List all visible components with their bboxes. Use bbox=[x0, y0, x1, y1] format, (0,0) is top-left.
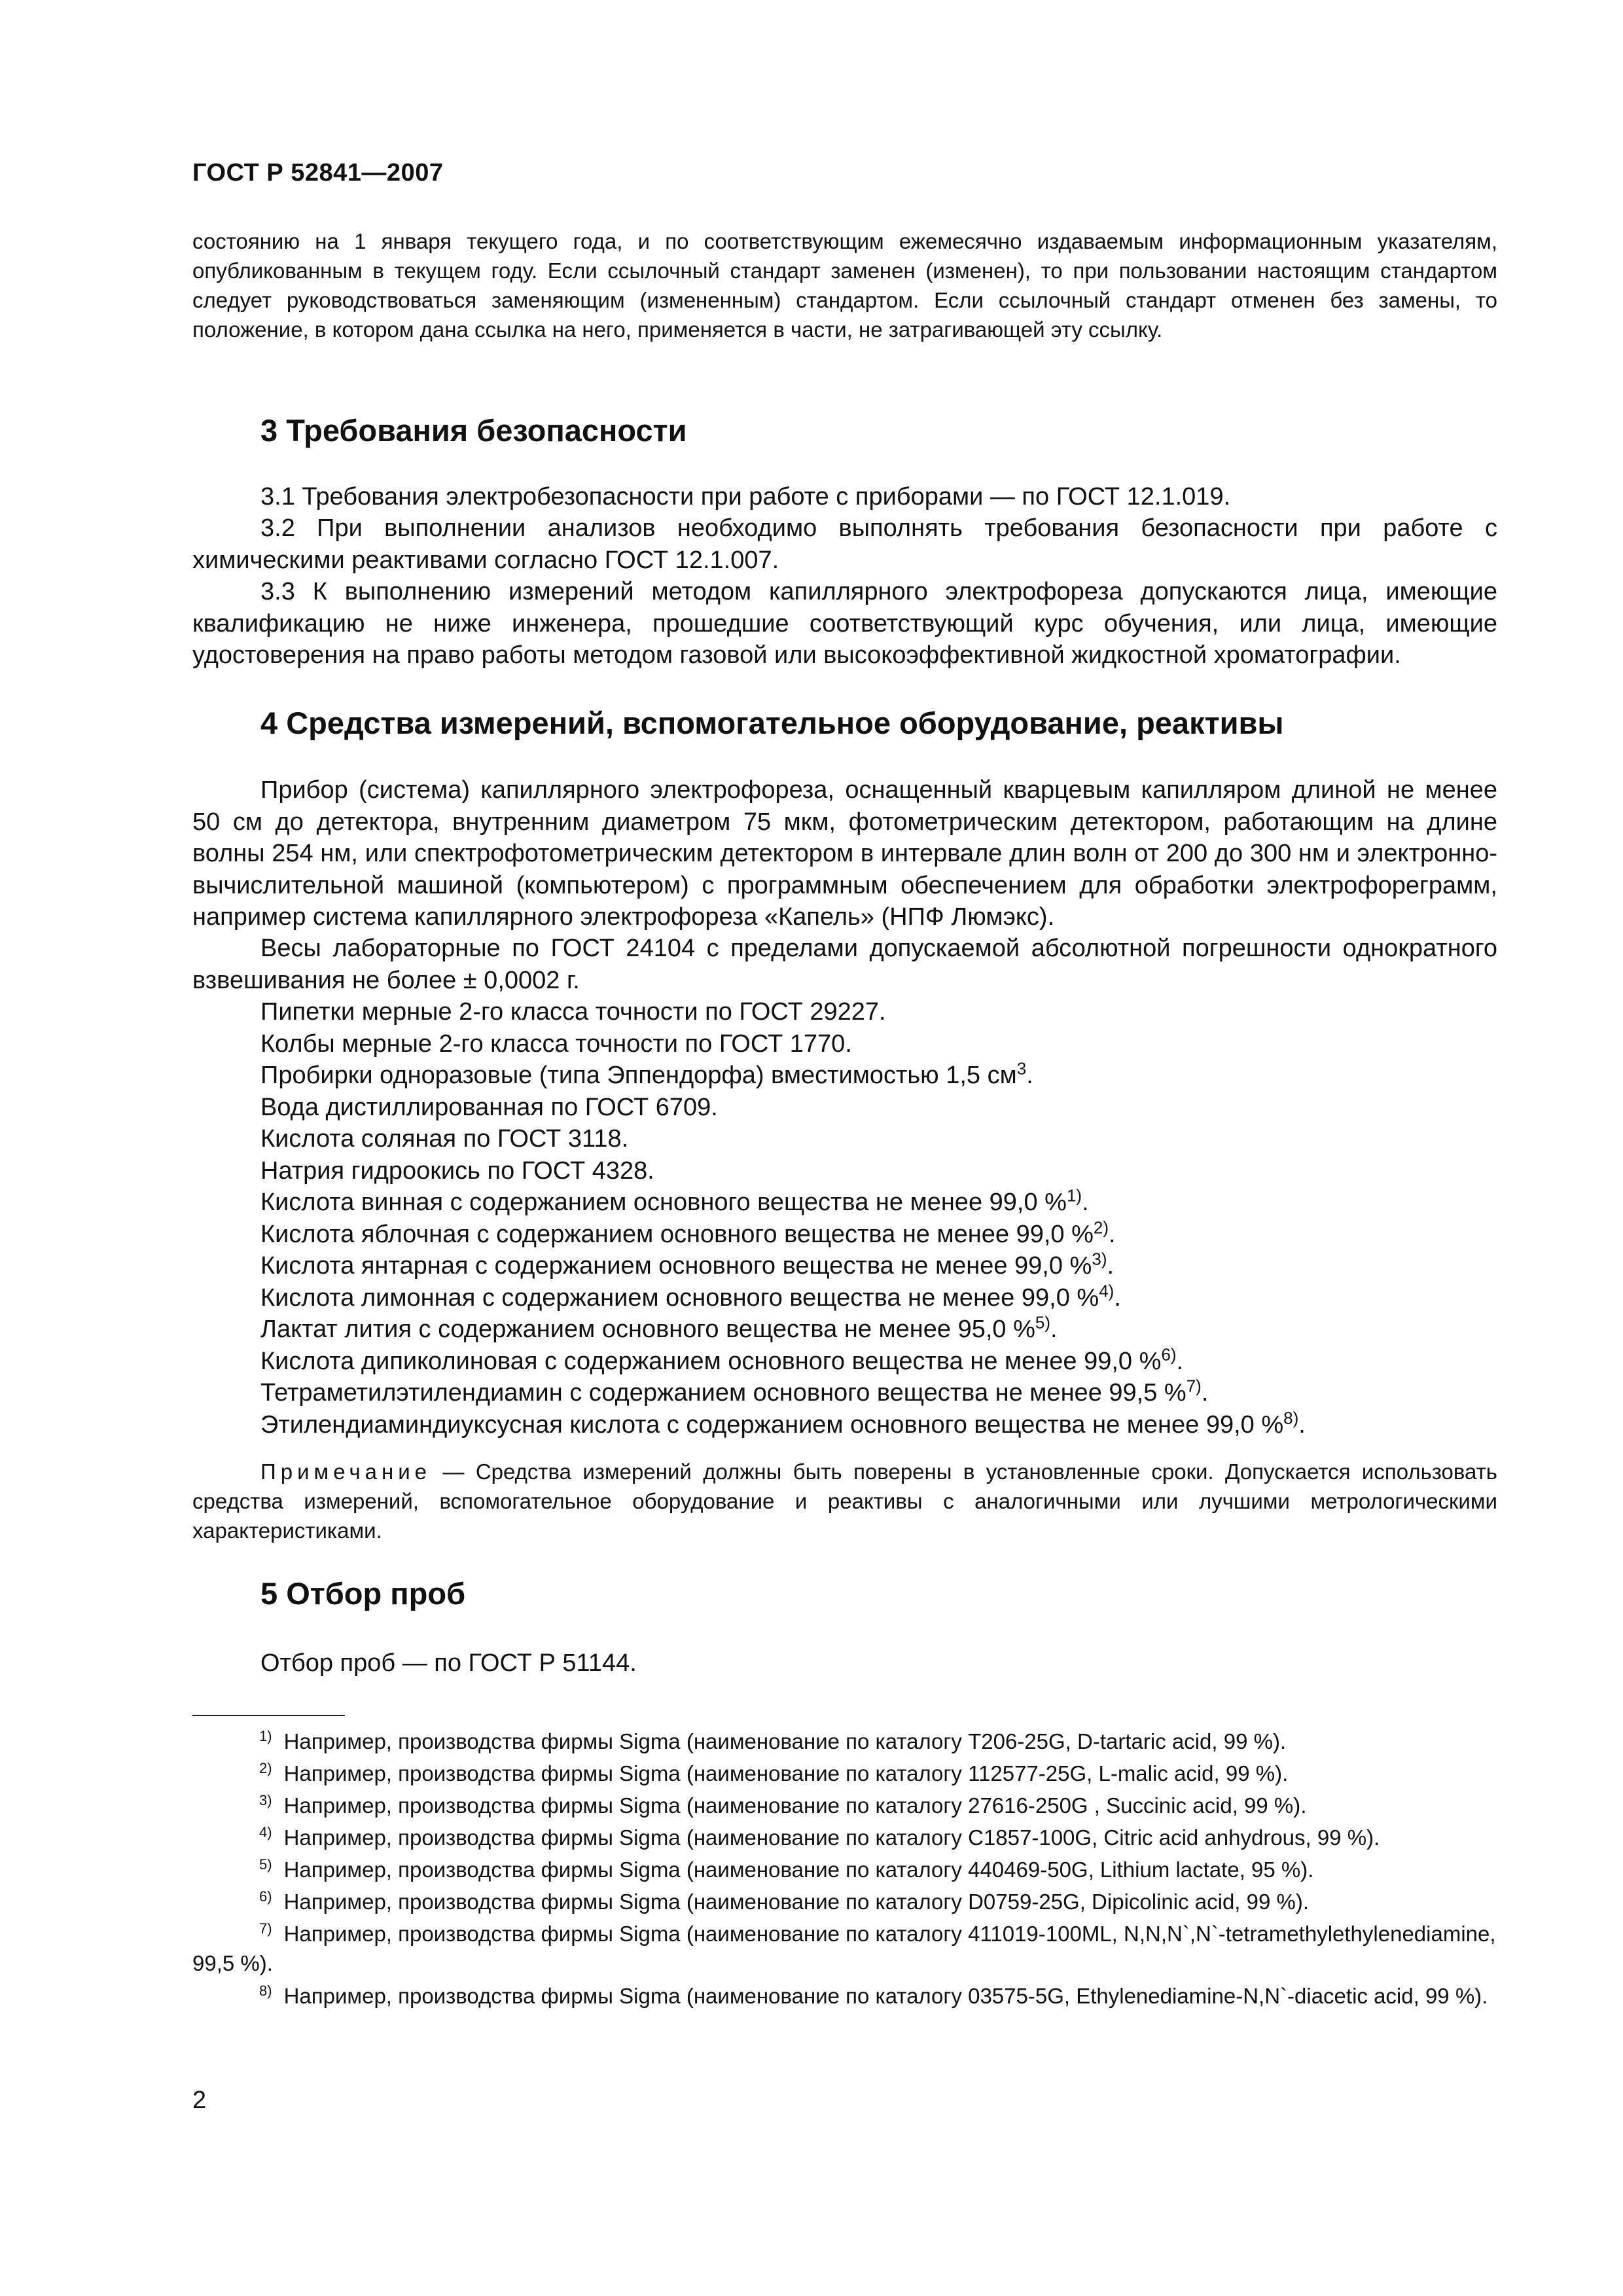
list-item: Пипетки мерные 2-го класса точности по ГОСТ 29227. bbox=[260, 998, 886, 1026]
list-item: Кислота дипиколиновая с содержанием основного вещества не менее 99,0 %$^{6)}$. bbox=[260, 1344, 1184, 1375]
section-3-heading: 3 Требования безопасности bbox=[260, 413, 687, 448]
footnote: $^{4)}$ Например, производства фирмы Sigma (наименование по каталогу C1857-100G, Citric acid anhydrous, 99 %). bbox=[259, 1824, 1380, 1850]
footnote-separator bbox=[192, 1715, 345, 1716]
section-3-3: 3.3 К выполнению измерений методом капиллярного электрофореза допускаются лица, имеющие квалификацию не ниже инженера, прошедшие соответствующий курс обучения, или лица, имеющие удостоверения на право работы методом газовой или высокоэффективной жидкостной хроматографии. bbox=[192, 578, 1497, 669]
document-header: ГОСТ Р 52841—2007 bbox=[192, 159, 444, 187]
footnote: $^{3)}$ Например, производства фирмы Sigma (наименование по каталогу 27616-250G , Succinic acid, 99 %). bbox=[259, 1792, 1307, 1818]
list-item: Тетраметилэтилендиамин с содержанием основного вещества не менее 99,5 %$^{7)}$. bbox=[260, 1376, 1209, 1407]
footnote: $^{1)}$ Например, производства фирмы Sigma (наименование по каталогу T206-25G, D-tartaric acid, 99 %). bbox=[259, 1728, 1287, 1753]
list-item: Кислота лимонная с содержанием основного вещества не менее 99,0 %$^{4)}$. bbox=[260, 1281, 1121, 1312]
list-item: Этилендиаминдиуксусная кислота с содержанием основного вещества не менее 99,0 %$^{8)}$. bbox=[260, 1408, 1306, 1439]
list-item: Пробирки одноразовые (типа Эппендорфа) вместимостью 1,5 $см^3$. bbox=[260, 1058, 1033, 1089]
footnote: $^{2)}$ Например, производства фирмы Sigma (наименование по каталогу 112577-25G, L-malic acid, 99 %). bbox=[259, 1760, 1289, 1785]
list-item: Кислота яблочная с содержанием основного вещества не менее 99,0 %$^{2)}$. bbox=[260, 1217, 1116, 1248]
list-item: Колбы мерные 2-го класса точности по ГОСТ 1770. bbox=[260, 1030, 852, 1058]
list-item: Кислота винная с содержанием основного вещества не менее 99,0 %$^{1)}$. bbox=[260, 1185, 1089, 1216]
section-3-1: 3.1 Требования электробезопасности при работе с приборами — по ГОСТ 12.1.019. bbox=[260, 483, 1231, 511]
section-4-device: Прибор (система) капиллярного электрофореза, оснащенный кварцевым капилляром длиной не менее 50 см до детектора, внутренним диаметром 75 мкм, фотометрическим детектором, работающим на длине волны 254 нм, или спектрофотометрическим детектором в интервале длин волн от 200 до 300 нм и электронно-вычислительной машиной (компьютером) с программным обеспечением для обработки электрофореграмм, например система капиллярного электрофореза «Капель» (НПФ Люмэкс). bbox=[192, 776, 1497, 931]
section-4-scales: Весы лабораторные по ГОСТ 24104 с пределами допускаемой абсолютной погрешности однократного взвешивания не более ± 0,0002 г. bbox=[192, 935, 1497, 994]
page-number: 2 bbox=[192, 2087, 207, 2114]
section-5-heading: 5 Отбор проб bbox=[260, 1576, 466, 1611]
section-3-2: 3.2 При выполнении анализов необходимо выполнять требования безопасности при работе с химическими реактивами согласно ГОСТ 12.1.007. bbox=[192, 514, 1497, 574]
footnote: $^{5)}$ Например, производства фирмы Sigma (наименование по каталогу 440469-50G, Lithium lactate, 95 %). bbox=[259, 1856, 1314, 1882]
list-item: Натрия гидроокись по ГОСТ 4328. bbox=[260, 1157, 654, 1185]
footnote: $^{6)}$ Например, производства фирмы Sigma (наименование по каталогу D0759-25G, Dipicolinic acid, 99 %). bbox=[259, 1888, 1310, 1914]
footnote: $^{7)}$ Например, производства фирмы Sigma (наименование по каталогу 411019-100ML, N,N,N`,N`-tetramethylethylenediamine, 99,5 %). bbox=[192, 1920, 1496, 1975]
list-item: Лактат лития с содержанием основного вещества не менее 95,0 %$^{5)}$. bbox=[260, 1312, 1058, 1343]
note-label: Примечание bbox=[260, 1460, 432, 1484]
intro-paragraph: состоянию на 1 января текущего года, и по соответствующим ежемесячно издаваемым информационным указателям, опубликованным в текущем году. Если ссылочный стандарт заменен (изменен), то при пользовании настоящим стандартом следует руководствоваться заменяющим (измененным) стандартом. Если ссылочный стандарт отменен без замены, то положение, в котором дана ссылка на него, применяется в части, не затрагивающей эту ссылку. bbox=[192, 229, 1497, 342]
section-4-heading: 4 Средства измерений, вспомогательное оборудование, реактивы bbox=[260, 706, 1284, 740]
note-text: — Средства измерений должны быть поверены в установленные сроки. Допускается использовать средства измерений, вспомогательное оборудование и реактивы с аналогичными или лучшими метрологическими характеристиками. bbox=[192, 1460, 1497, 1543]
section-5-paragraph: Отбор проб — по ГОСТ Р 51144. bbox=[260, 1649, 637, 1677]
footnote: $^{8)}$ Например, производства фирмы Sigma (наименование по каталогу 03575-5G, Ethylenediamine-N,N`-diacetic acid, 99 %). bbox=[259, 1982, 1488, 2008]
list-item: Кислота янтарная с содержанием основного вещества не менее 99,0 %$^{3)}$. bbox=[260, 1249, 1115, 1280]
list-item: Кислота соляная по ГОСТ 3118. bbox=[260, 1125, 629, 1153]
section-4-note bbox=[192, 1457, 1497, 1545]
list-item: Вода дистиллированная по ГОСТ 6709. bbox=[260, 1094, 718, 1121]
